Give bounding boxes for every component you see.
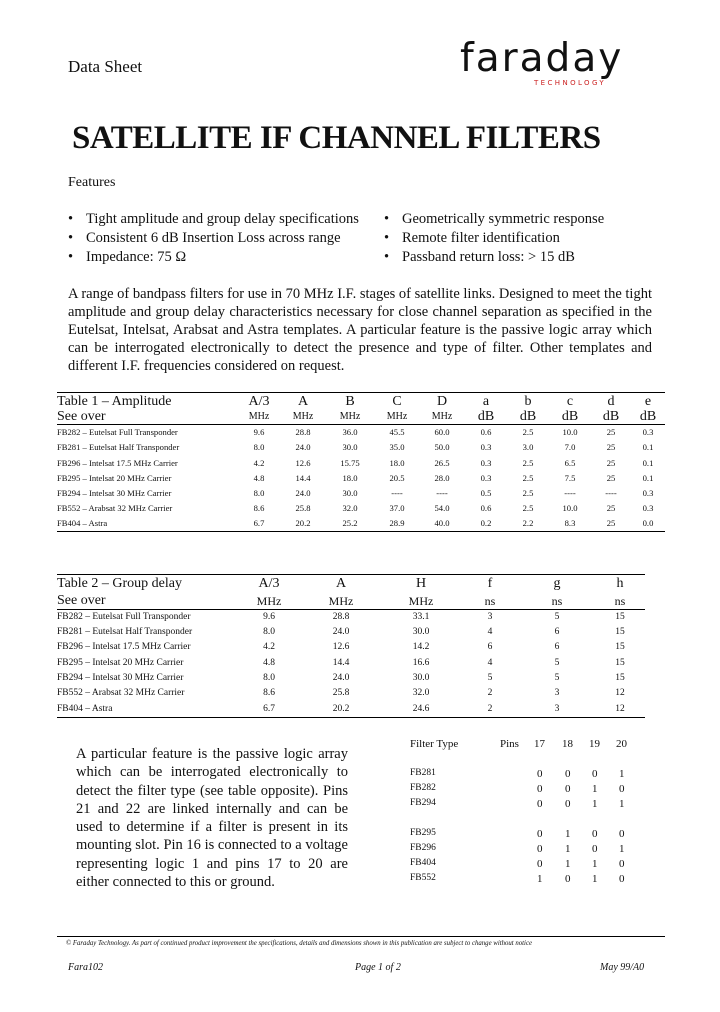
table-row bbox=[57, 702, 645, 718]
value-cell: 25 bbox=[606, 503, 616, 514]
value-cell: 0.3 bbox=[480, 472, 492, 483]
column-header: A bbox=[297, 393, 309, 409]
value-cell: 24.0 bbox=[295, 442, 311, 453]
features-heading: Features bbox=[68, 175, 116, 190]
value-cell: 2.5 bbox=[522, 457, 534, 468]
column-header: b bbox=[524, 393, 532, 409]
unit-cell: ns bbox=[461, 593, 519, 610]
logic-filter-name: FB552 bbox=[410, 873, 436, 883]
value-cell: 4.2 bbox=[253, 457, 265, 468]
logic-value: 1 bbox=[592, 873, 598, 885]
value-cell: 6 bbox=[487, 642, 493, 653]
column-header: A/3 bbox=[248, 393, 270, 409]
filter-name: FB552 – Arabsat 32 MHz Carrier bbox=[57, 503, 173, 514]
value-cell: 28.9 bbox=[389, 518, 405, 529]
table-row bbox=[57, 671, 645, 686]
logic-value: 0 bbox=[537, 783, 543, 795]
value-cell: 28.8 bbox=[295, 427, 311, 438]
logic-value: 1 bbox=[592, 798, 598, 810]
value-cell: 24.0 bbox=[332, 673, 350, 684]
value-cell: 50.0 bbox=[434, 442, 450, 453]
faraday-logo bbox=[460, 36, 660, 92]
logic-value: 1 bbox=[592, 783, 598, 795]
unit-cell: MHz bbox=[375, 410, 419, 425]
value-cell: 32.0 bbox=[412, 688, 430, 699]
value-cell: 45.5 bbox=[389, 427, 405, 438]
value-cell: 12.6 bbox=[295, 457, 311, 468]
logic-header-pin-18: 18 bbox=[562, 738, 573, 750]
logo-subtitle: TECHNOLOGY bbox=[534, 79, 607, 87]
value-cell: 8.3 bbox=[564, 518, 576, 529]
footer-doc-code: Fara102 bbox=[68, 962, 103, 973]
value-cell: 30.0 bbox=[412, 673, 430, 684]
value-cell: 7.5 bbox=[564, 472, 576, 483]
value-cell: 12 bbox=[615, 703, 625, 714]
logic-value: 0 bbox=[537, 843, 543, 855]
value-cell: 24.0 bbox=[332, 627, 350, 638]
value-cell: 15 bbox=[615, 673, 625, 684]
logic-value: 0 bbox=[565, 873, 571, 885]
unit-cell: dB bbox=[631, 410, 665, 425]
logic-value: 1 bbox=[565, 843, 571, 855]
unit-cell: MHz bbox=[325, 410, 375, 425]
value-cell: 25 bbox=[606, 518, 616, 529]
value-cell: 20.5 bbox=[389, 472, 405, 483]
column-header: H bbox=[415, 576, 427, 591]
logo-wordmark: faraday bbox=[460, 36, 624, 81]
unit-cell: MHz bbox=[237, 410, 281, 425]
value-cell: 8.0 bbox=[253, 442, 265, 453]
footer-disclaimer: © Faraday Technology. As part of continued product improvement the specifications, details and dimensions shown in this publication are subject to change without notice bbox=[66, 940, 532, 947]
value-cell: 3 bbox=[487, 611, 493, 622]
feature-item: • Consistent 6 dB Insertion Loss across range bbox=[68, 229, 359, 248]
table-units-row bbox=[57, 593, 645, 610]
value-cell: 4.2 bbox=[263, 642, 275, 653]
value-cell: 25.8 bbox=[332, 688, 350, 699]
value-cell: 25 bbox=[606, 472, 616, 483]
table-title: Table 1 – Amplitude bbox=[57, 393, 172, 409]
value-cell: 8.6 bbox=[263, 688, 275, 699]
value-cell: 15 bbox=[615, 657, 625, 668]
value-cell: 30.0 bbox=[412, 627, 430, 638]
logic-value: 1 bbox=[619, 843, 625, 855]
value-cell: 36.0 bbox=[342, 427, 358, 438]
logic-value: 0 bbox=[619, 783, 625, 795]
value-cell: 54.0 bbox=[434, 503, 450, 514]
unit-cell: MHz bbox=[419, 410, 465, 425]
value-cell: 0.0 bbox=[642, 518, 654, 529]
filter-name: FB296 – Intelsat 17.5 MHz Carrier bbox=[57, 642, 191, 653]
value-cell: 8.0 bbox=[253, 488, 265, 499]
value-cell: 18.0 bbox=[342, 472, 358, 483]
filter-name: FB294 – Intelsat 30 MHz Carrier bbox=[57, 673, 184, 684]
column-header: a bbox=[482, 393, 490, 409]
value-cell: 4.8 bbox=[253, 472, 265, 483]
feature-item: • Impedance: 75 Ω bbox=[68, 248, 359, 267]
table-subtitle: See over bbox=[57, 410, 237, 425]
value-cell: 14.4 bbox=[295, 472, 311, 483]
value-cell: 20.2 bbox=[332, 703, 350, 714]
table-row bbox=[57, 501, 665, 516]
value-cell: 12.6 bbox=[332, 642, 350, 653]
column-header: A bbox=[335, 576, 347, 591]
value-cell: ---- bbox=[391, 488, 403, 499]
logic-value: 1 bbox=[619, 798, 625, 810]
table-row bbox=[57, 486, 665, 501]
value-cell: 6 bbox=[554, 627, 560, 638]
value-cell: 0.5 bbox=[480, 488, 492, 499]
unit-cell: MHz bbox=[237, 593, 301, 610]
value-cell: 6.7 bbox=[263, 703, 275, 714]
value-cell: 2.5 bbox=[522, 503, 534, 514]
unit-cell: MHz bbox=[281, 410, 325, 425]
filter-name: FB281 – Eutelsat Half Transponder bbox=[57, 627, 193, 638]
logic-value: 0 bbox=[619, 858, 625, 870]
value-cell: 15.75 bbox=[340, 457, 360, 468]
column-header: d bbox=[607, 393, 615, 409]
value-cell: 30.0 bbox=[342, 442, 358, 453]
value-cell: 5 bbox=[554, 611, 560, 622]
logic-value: 1 bbox=[537, 873, 543, 885]
unit-cell: dB bbox=[507, 410, 549, 425]
value-cell: ---- bbox=[436, 488, 448, 499]
value-cell: 25 bbox=[606, 442, 616, 453]
value-cell: 15 bbox=[615, 642, 625, 653]
table-row bbox=[57, 610, 645, 626]
value-cell: 6.7 bbox=[253, 518, 265, 529]
table-row bbox=[57, 625, 645, 640]
features-list-right bbox=[384, 210, 604, 267]
value-cell: 3.0 bbox=[522, 442, 534, 453]
value-cell: 0.1 bbox=[642, 457, 654, 468]
logic-header-pin-20: 20 bbox=[616, 738, 627, 750]
value-cell: 0.6 bbox=[480, 503, 492, 514]
value-cell: 37.0 bbox=[389, 503, 405, 514]
filter-name: FB296 – Intelsat 17.5 MHz Carrier bbox=[57, 457, 178, 468]
intro-paragraph: A range of bandpass filters for use in 70 MHz I.F. stages of satellite links. Designed to meet the tight amplitude and group delay characteristics necessary for close channel separation as specified in the Eutelsat, Intelsat, Arabsat and Astra templates. A particular feature is the passive logic array which can be interrogated electronically to detect the presence and type of filter. Other templates and different I.F. frequencies considered on request. bbox=[68, 286, 652, 374]
value-cell: 6 bbox=[554, 642, 560, 653]
logic-filter-name: FB295 bbox=[410, 828, 436, 838]
filter-name: FB282 – Eutelsat Full Transponder bbox=[57, 611, 191, 622]
footer-date: May 99/A0 bbox=[600, 962, 645, 973]
value-cell: 26.5 bbox=[434, 457, 450, 468]
column-header: D bbox=[436, 393, 448, 409]
column-header: g bbox=[553, 576, 561, 591]
column-header: A/3 bbox=[258, 576, 280, 591]
value-cell: 20.2 bbox=[295, 518, 311, 529]
logic-value: 0 bbox=[565, 798, 571, 810]
value-cell: 2.5 bbox=[522, 488, 534, 499]
value-cell: 10.0 bbox=[562, 503, 578, 514]
filter-name: FB295 – Intelsat 20 MHz Carrier bbox=[57, 657, 184, 668]
unit-cell: dB bbox=[591, 410, 631, 425]
value-cell: 40.0 bbox=[434, 518, 450, 529]
value-cell: 0.3 bbox=[642, 488, 654, 499]
logic-array-paragraph: A particular feature is the passive logic array which can be interrogated electronically to detect the filter type (see table opposite). Pins 21 and 22 are linked internally and can be used to determine if a filter is present in its mounting slot. Pin 16 is connected to a voltage representing logic 1 and pins 17 to 20 are either connected to this or ground. bbox=[76, 746, 348, 891]
table-row bbox=[57, 516, 665, 532]
unit-cell: ns bbox=[519, 593, 595, 610]
value-cell: 4.8 bbox=[263, 657, 275, 668]
feature-item: • Tight amplitude and group delay specifications bbox=[68, 210, 359, 229]
feature-item: • Geometrically symmetric response bbox=[384, 210, 604, 229]
table-row bbox=[57, 641, 645, 656]
filter-name: FB281 – Eutelsat Half Transponder bbox=[57, 442, 180, 453]
table-header-row bbox=[57, 393, 665, 411]
value-cell: 0.1 bbox=[642, 472, 654, 483]
logic-header-pin-19: 19 bbox=[589, 738, 600, 750]
logic-header-filter-type: Filter Type bbox=[410, 738, 459, 750]
value-cell: 28.0 bbox=[434, 472, 450, 483]
value-cell: 2 bbox=[487, 703, 493, 714]
value-cell: 35.0 bbox=[389, 442, 405, 453]
filter-name: FB282 – Eutelsat Full Transponder bbox=[57, 427, 178, 438]
value-cell: 0.3 bbox=[480, 442, 492, 453]
value-cell: 25.2 bbox=[342, 518, 358, 529]
logic-header-pins: Pins bbox=[500, 738, 519, 750]
value-cell: 28.8 bbox=[332, 611, 350, 622]
unit-cell: MHz bbox=[381, 593, 461, 610]
value-cell: 25 bbox=[606, 427, 616, 438]
unit-cell: MHz bbox=[301, 593, 381, 610]
column-header: C bbox=[392, 393, 402, 409]
amplitude-table bbox=[57, 392, 665, 532]
logic-value: 0 bbox=[619, 873, 625, 885]
value-cell: 33.1 bbox=[412, 611, 430, 622]
column-header: h bbox=[616, 576, 624, 591]
value-cell: 10.0 bbox=[562, 427, 578, 438]
table-row bbox=[57, 455, 665, 470]
table-row bbox=[57, 686, 645, 701]
feature-item: • Remote filter identification bbox=[384, 229, 604, 248]
value-cell: 8.6 bbox=[253, 503, 265, 514]
value-cell: 9.6 bbox=[253, 427, 265, 438]
value-cell: 0.3 bbox=[480, 457, 492, 468]
unit-cell: ns bbox=[595, 593, 645, 610]
value-cell: 2.5 bbox=[522, 427, 534, 438]
column-header: f bbox=[487, 576, 493, 591]
value-cell: 2.5 bbox=[522, 472, 534, 483]
feature-item: • Passband return loss: > 15 dB bbox=[384, 248, 604, 267]
value-cell: 0.6 bbox=[480, 427, 492, 438]
value-cell: 32.0 bbox=[342, 503, 358, 514]
logic-filter-name: FB296 bbox=[410, 843, 436, 853]
footer-page-number: Page 1 of 2 bbox=[355, 962, 401, 973]
table-units-row bbox=[57, 410, 665, 425]
value-cell: 0.3 bbox=[642, 503, 654, 514]
value-cell: 9.6 bbox=[263, 611, 275, 622]
logic-value: 0 bbox=[592, 843, 598, 855]
value-cell: 7.0 bbox=[564, 442, 576, 453]
value-cell: ---- bbox=[564, 488, 576, 499]
value-cell: 0.1 bbox=[642, 442, 654, 453]
logic-value: 0 bbox=[537, 828, 543, 840]
value-cell: 18.0 bbox=[389, 457, 405, 468]
value-cell: 25.8 bbox=[295, 503, 311, 514]
filter-name: FB404 – Astra bbox=[57, 518, 108, 529]
table-header-row bbox=[57, 575, 645, 594]
logic-value: 1 bbox=[565, 828, 571, 840]
value-cell: 30.0 bbox=[342, 488, 358, 499]
value-cell: 0.3 bbox=[642, 427, 654, 438]
value-cell: ---- bbox=[605, 488, 617, 499]
table-row bbox=[57, 425, 665, 441]
group-delay-table bbox=[57, 574, 645, 718]
table-row bbox=[57, 656, 645, 671]
table-row bbox=[57, 471, 665, 486]
column-header: B bbox=[345, 393, 355, 409]
value-cell: 2.2 bbox=[522, 518, 534, 529]
footer-divider bbox=[57, 936, 665, 937]
filter-name: FB404 – Astra bbox=[57, 703, 113, 714]
value-cell: 8.0 bbox=[263, 627, 275, 638]
logic-value: 0 bbox=[565, 783, 571, 795]
logic-value: 1 bbox=[592, 858, 598, 870]
value-cell: 25 bbox=[606, 457, 616, 468]
filter-name: FB295 – Intelsat 20 MHz Carrier bbox=[57, 472, 172, 483]
logic-value: 0 bbox=[592, 768, 598, 780]
table-title: Table 2 – Group delay bbox=[57, 576, 182, 591]
logic-value: 0 bbox=[592, 828, 598, 840]
doc-label: Data Sheet bbox=[68, 57, 143, 76]
filter-name: FB552 – Arabsat 32 MHz Carrier bbox=[57, 688, 185, 699]
value-cell: 5 bbox=[487, 673, 493, 684]
logic-value: 0 bbox=[619, 828, 625, 840]
logic-header-pin-17: 17 bbox=[534, 738, 545, 750]
table-row bbox=[57, 440, 665, 455]
value-cell: 12 bbox=[615, 688, 625, 699]
logic-value: 0 bbox=[537, 858, 543, 870]
value-cell: 16.6 bbox=[412, 657, 430, 668]
value-cell: 8.0 bbox=[263, 673, 275, 684]
unit-cell: dB bbox=[549, 410, 591, 425]
logic-filter-name: FB281 bbox=[410, 768, 436, 778]
value-cell: 0.2 bbox=[480, 518, 492, 529]
logic-value: 1 bbox=[565, 858, 571, 870]
column-header: c bbox=[566, 393, 574, 409]
value-cell: 2 bbox=[487, 688, 493, 699]
logic-filter-name: FB282 bbox=[410, 783, 436, 793]
logic-value: 0 bbox=[565, 768, 571, 780]
logic-filter-name: FB294 bbox=[410, 798, 436, 808]
value-cell: 4 bbox=[487, 657, 493, 668]
value-cell: 4 bbox=[487, 627, 493, 638]
page-title: SATELLITE IF CHANNEL FILTERS bbox=[72, 120, 601, 156]
logic-value: 0 bbox=[537, 768, 543, 780]
value-cell: 15 bbox=[615, 627, 625, 638]
value-cell: 24.6 bbox=[412, 703, 430, 714]
value-cell: 60.0 bbox=[434, 427, 450, 438]
unit-cell: dB bbox=[465, 410, 507, 425]
value-cell: 24.0 bbox=[295, 488, 311, 499]
value-cell: 3 bbox=[554, 703, 560, 714]
column-header: e bbox=[644, 393, 652, 409]
value-cell: 5 bbox=[554, 673, 560, 684]
logic-value: 1 bbox=[619, 768, 625, 780]
filter-name: FB294 – Intelsat 30 MHz Carrier bbox=[57, 488, 172, 499]
logic-value: 0 bbox=[537, 798, 543, 810]
value-cell: 15 bbox=[615, 611, 625, 622]
value-cell: 14.4 bbox=[332, 657, 350, 668]
value-cell: 5 bbox=[554, 657, 560, 668]
value-cell: 6.5 bbox=[564, 457, 576, 468]
logic-filter-name: FB404 bbox=[410, 858, 436, 868]
table-subtitle: See over bbox=[57, 593, 237, 610]
value-cell: 14.2 bbox=[412, 642, 430, 653]
value-cell: 3 bbox=[554, 688, 560, 699]
features-list-left bbox=[68, 210, 359, 267]
